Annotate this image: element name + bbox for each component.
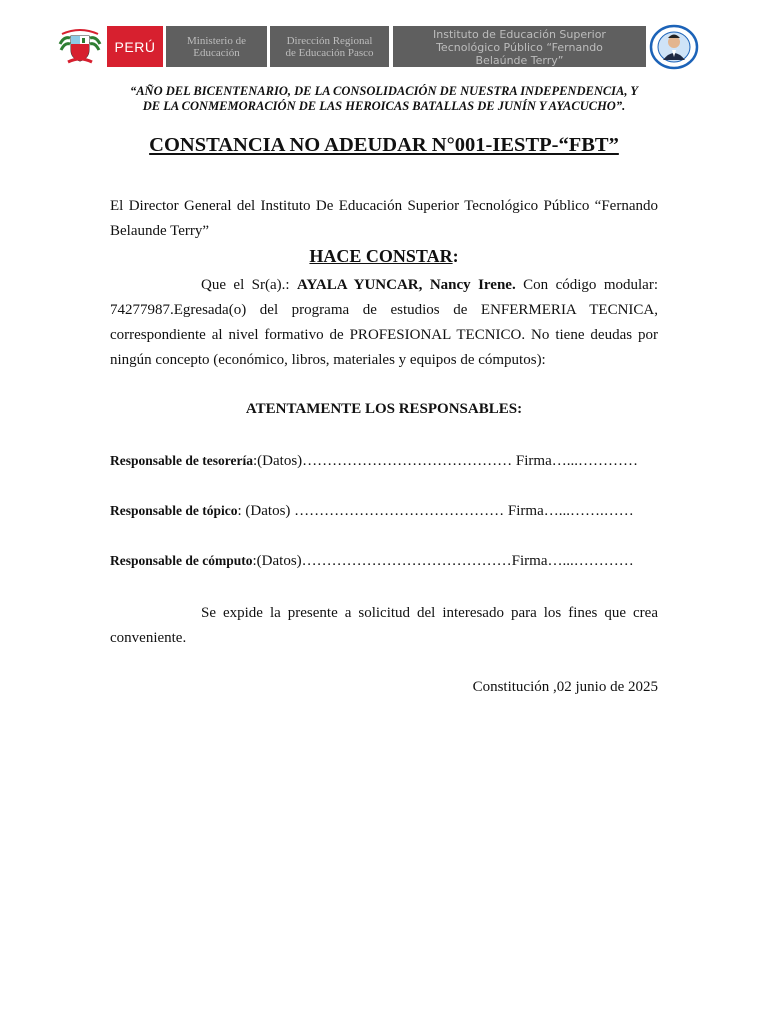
hace-constar-colon: : [452, 246, 459, 266]
responsable-computo-line [110, 553, 670, 570]
year-motto [108, 84, 660, 114]
coat-of-arms-icon [58, 26, 102, 66]
responsable-label: Responsable de cómputo [110, 553, 253, 568]
motto-line: “AÑO DEL BICENTENARIO, DE LA CONSOLIDACIÓN DE NUESTRA INDEPENDENCIA, Y [129, 84, 639, 98]
closing-paragraph: Se expide la presente a solicitud del interesado para los fines que crea conveniente. [110, 605, 658, 646]
hace-constar-text: HACE CONSTAR [309, 246, 453, 266]
ministry-box [166, 26, 267, 67]
regional-line: Dirección Regional [286, 34, 373, 47]
date-line: Constitución ,02 junio de 2025 [472, 679, 658, 695]
motto-line: DE LA CONMEMORACIÓN DE LAS HEROICAS BATALLAS DE JUNÍN Y AYACUCHO”. [142, 99, 626, 113]
intro-paragraph: El Director General del Instituto De Educación Superior Tecnológico Público “Fernando Belaunde Terry” [110, 198, 658, 239]
regional-directorate-box [270, 26, 389, 67]
responsable-fields: : (Datos) …………………………………… Firma…...…….…… [237, 503, 634, 519]
peru-label: PERÚ [114, 38, 156, 55]
ministry-line: Ministerio de [187, 34, 246, 47]
responsable-topico-line [110, 503, 670, 520]
hace-constar-heading [108, 246, 660, 267]
letterhead [0, 0, 768, 72]
institute-line: Belaúnde Terry” [475, 54, 564, 67]
institute-line: Instituto de Educación Superior [433, 28, 606, 41]
responsable-label: Responsable de tópico [110, 503, 238, 518]
document-title: CONSTANCIA NO ADEUDAR N°001-IESTP-“FBT” [149, 134, 619, 156]
peru-brand-box [107, 26, 163, 67]
ministry-line: Educación [193, 46, 240, 59]
regional-line: de Educación Pasco [285, 46, 374, 59]
certification-paragraph [110, 273, 658, 373]
institute-logo-icon [649, 24, 699, 70]
responsable-label: Responsable de tesorería [110, 453, 253, 468]
responsable-fields: :(Datos)…………………………………… Firma…...………… [253, 453, 638, 469]
responsables-heading: ATENTAMENTE LOS RESPONSABLES: [245, 401, 523, 417]
responsable-fields: :(Datos)……………………………………Firma…...………… [252, 553, 634, 569]
institute-box [393, 26, 646, 67]
body-rest: Con código modular: 74277987.Egresada(o) del programa de estudios de ENFERMERIA TECNICA, correspondiente al nivel formativo de PROFESIONAL TECNICO. No tiene deudas por ningún concepto (económico, libros, materiales y equipos de cómputos): [110, 277, 658, 368]
responsable-tesoreria-line [110, 453, 670, 470]
body-prefix: Que el Sr(a).: [201, 277, 298, 293]
student-name: AYALA YUNCAR, Nancy Irene. [297, 277, 516, 293]
institute-line: Tecnológico Público “Fernando [436, 41, 603, 54]
